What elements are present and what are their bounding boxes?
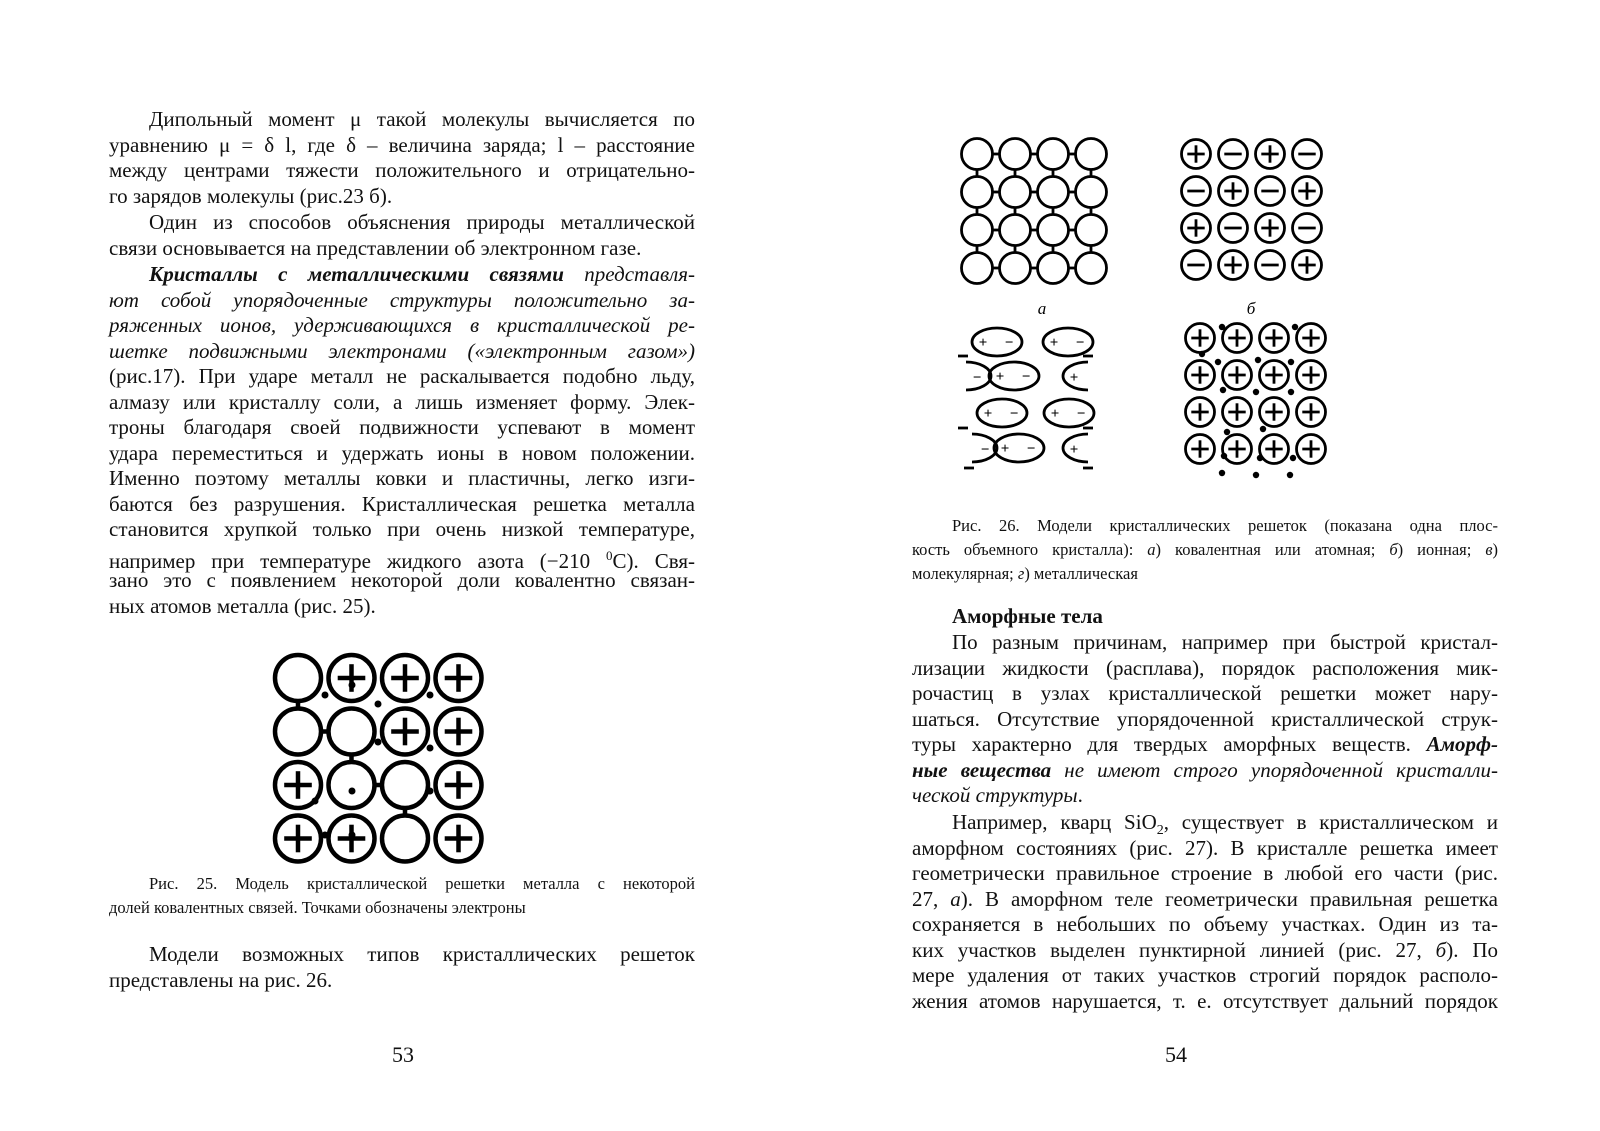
minus-sign: − <box>1004 335 1014 351</box>
text-line <box>912 887 1498 913</box>
electron-dot <box>1288 389 1294 395</box>
metal-ion <box>1297 361 1326 390</box>
text-span: ). В аморфном теле геометрически правильная решетка <box>960 886 1499 911</box>
text-span: ) ионная; <box>1397 540 1486 559</box>
text-line: шетке подвижными электронами («электронным газом») <box>109 338 695 363</box>
text-span: Например, кварц SiO <box>952 810 1157 834</box>
caption-line: Рис. 26. Модели кристаллических решеток (показана одна плос- <box>952 516 1498 535</box>
minus-sign: − <box>1009 406 1019 422</box>
text-line <box>109 262 695 288</box>
section-heading <box>912 604 1498 630</box>
electron-dot <box>1215 359 1221 365</box>
left-paragraph-2 <box>109 210 695 261</box>
atom <box>1076 139 1107 170</box>
atom-circle <box>329 709 375 755</box>
subscript: 2 <box>1156 823 1164 839</box>
cation <box>1256 214 1285 243</box>
text-span: туры характерно для твердых аморфных веществ. <box>912 732 1427 756</box>
metal-ion <box>1223 361 1252 390</box>
atom <box>1038 215 1069 246</box>
left-paragraph-4 <box>109 942 695 993</box>
atom <box>962 177 993 208</box>
atom-circle <box>962 215 993 246</box>
italic-letter: г <box>1017 564 1025 583</box>
electron-dot <box>1257 455 1263 461</box>
text-line <box>912 758 1498 784</box>
text-line: уравнению μ = δ l, где δ – величина заряда; l – расстояние <box>109 132 695 157</box>
neutral-atom <box>275 709 321 755</box>
electron-dot <box>1221 453 1227 459</box>
electron-dot <box>1260 426 1266 432</box>
cation <box>1293 177 1322 206</box>
minus-sign: − <box>972 370 982 386</box>
atom <box>1038 139 1069 170</box>
anion <box>1182 251 1211 280</box>
metal-ion <box>1260 324 1289 353</box>
atom-circle <box>1038 139 1069 170</box>
page-number: 54 <box>1165 1042 1187 1067</box>
text-line: жения атомов нарушается, т. е. отсутствует дальний порядок <box>912 988 1498 1013</box>
atom-circle <box>962 177 993 208</box>
electron-dot <box>322 832 329 839</box>
electron-dot <box>1287 472 1293 478</box>
italic-letter: в <box>1485 540 1493 559</box>
atom <box>1038 253 1069 284</box>
text-line: шаться. Отсутствие упорядоченной кристаллической струк- <box>912 706 1498 731</box>
electron-dot <box>1253 389 1259 395</box>
anion <box>1182 177 1211 206</box>
metal-ion <box>1186 324 1215 353</box>
text-line <box>912 810 1498 839</box>
metal-ion <box>329 816 375 862</box>
atom-circle <box>329 762 375 808</box>
electron-dot <box>1220 387 1226 393</box>
text-line: становится хрупкой только при очень низкой температуре, <box>109 517 695 541</box>
anion <box>1219 140 1248 169</box>
metal-ion <box>329 655 375 701</box>
atom <box>1000 253 1031 284</box>
text-line <box>912 783 1498 809</box>
superscript: 0 <box>606 547 613 563</box>
metal-ion <box>1223 324 1252 353</box>
italic-letter: а <box>1147 540 1156 559</box>
electron-dot <box>1199 351 1205 357</box>
atom-circle <box>1000 177 1031 208</box>
metal-ion <box>1260 435 1289 464</box>
cation <box>1182 214 1211 243</box>
text-span: молекулярная; <box>912 564 1018 583</box>
metal-ion <box>1297 435 1326 464</box>
text-line: представлены на рис. 26. <box>109 967 333 992</box>
atom-circle <box>1076 177 1107 208</box>
neutral-atom <box>329 709 375 755</box>
text-span: например при температуре жидкого азота (−210 <box>109 548 607 573</box>
text-span: ). По <box>1446 937 1498 962</box>
text-line: геометрически правильное строение в любой его части (рис. <box>912 861 1498 885</box>
right-paragraph-1 <box>912 630 1498 809</box>
atom-circle <box>1038 253 1069 284</box>
figure-26-caption <box>912 514 1498 586</box>
neutral-atom <box>382 816 428 862</box>
text-span: 27, <box>912 886 951 911</box>
plus-sign: + <box>995 369 1005 385</box>
electron-dot <box>375 701 382 708</box>
figure-26-lattice-models <box>960 130 1380 486</box>
text-span: . <box>1077 783 1083 807</box>
dipole-molecule <box>977 399 1027 427</box>
italic-letter: а <box>950 886 961 911</box>
figure-25-caption <box>109 872 695 920</box>
text-line: Модели возможных типов кристаллических решеток <box>149 942 695 966</box>
anion <box>1293 214 1322 243</box>
atom <box>1038 177 1069 208</box>
text-line: между центрами тяжести положительного и отрицательно- <box>109 158 695 182</box>
metal-ion <box>1223 398 1252 427</box>
atom <box>962 215 993 246</box>
atom <box>962 139 993 170</box>
italic-letter: б <box>1389 540 1398 559</box>
text-span: ) металлическая <box>1024 564 1138 583</box>
metal-ion <box>1260 398 1289 427</box>
text-line: удара переместиться и удержать ионы в новом положении. <box>109 440 695 465</box>
italic-letter: б <box>1435 937 1447 962</box>
neutral-atom <box>275 655 321 701</box>
metal-ion <box>1297 398 1326 427</box>
text-line: мере удаления от таких участков строгий порядок располо- <box>912 963 1498 987</box>
metal-ion <box>382 655 428 701</box>
atom <box>1076 253 1107 284</box>
text-line: Дипольный момент μ такой молекулы вычисляется по <box>149 107 695 131</box>
electron-dot <box>312 798 319 805</box>
plus-sign: + <box>1069 442 1079 458</box>
atom-circle <box>275 655 321 701</box>
minus-sign: − <box>1021 369 1031 385</box>
text-span: кость объемного кристалла): <box>912 540 1148 559</box>
atom-circle <box>382 762 428 808</box>
caption-line: долей ковалентных связей. Точками обозначены электроны <box>109 898 526 917</box>
plus-sign: + <box>1000 441 1010 457</box>
plus-sign: + <box>983 406 993 422</box>
electron-dot <box>1219 324 1225 330</box>
atom-circle <box>962 139 993 170</box>
text-line: ряженных ионов, удерживающихся в кристаллической ре- <box>109 313 695 337</box>
electron-dot <box>1255 357 1261 363</box>
atom <box>1000 177 1031 208</box>
cation <box>1293 251 1322 280</box>
caption-line <box>912 538 1498 562</box>
atom <box>1076 177 1107 208</box>
atom-circle <box>1000 253 1031 284</box>
dipole-molecule <box>1044 399 1094 427</box>
italic-text: представля- <box>584 262 695 286</box>
italic-text: ческой структуры <box>912 783 1078 807</box>
electron-dot <box>1290 455 1296 461</box>
atom-circle <box>1076 215 1107 246</box>
atom <box>1076 215 1107 246</box>
text-span: ) <box>1492 540 1499 559</box>
atom-circle <box>1076 253 1107 284</box>
anion <box>1293 140 1322 169</box>
metal-ion <box>275 816 321 862</box>
dipole-molecule <box>972 328 1022 356</box>
plus-sign: + <box>1049 335 1059 351</box>
metal-ion <box>436 655 482 701</box>
text-line: баются без разрушения. Кристаллическая решетка металла <box>109 491 695 516</box>
atom-circle <box>1076 139 1107 170</box>
electron-dot <box>1288 359 1294 365</box>
text-span: ких участков выделен пунктирной линией (рис. 27, <box>912 937 1436 962</box>
cation <box>1182 140 1211 169</box>
plus-sign: + <box>1069 370 1079 386</box>
electron-dot <box>375 739 382 746</box>
label-a: а <box>1037 299 1047 318</box>
atom-circle <box>962 253 993 284</box>
metal-ion <box>1186 398 1215 427</box>
metal-ion <box>1186 361 1215 390</box>
anion <box>1256 177 1285 206</box>
electron-dot <box>427 788 434 795</box>
atom <box>1000 215 1031 246</box>
electron-dot <box>349 832 356 839</box>
electron-dot <box>1219 470 1225 476</box>
text-line: По разным причинам, например при быстрой кристал- <box>952 630 1498 654</box>
dipole-molecule <box>994 434 1044 462</box>
electron-dot <box>322 692 329 699</box>
atom-circle <box>1038 177 1069 208</box>
minus-sign: − <box>1076 406 1086 422</box>
electron-dot <box>1224 429 1230 435</box>
text-line: сохраняется в небольших по объему участках. Один из та- <box>912 912 1498 936</box>
electron-dot <box>1292 324 1298 330</box>
text-line: троны благодаря своей подвижности успевают в момент <box>109 415 695 439</box>
heading-text: Аморфные тела <box>952 604 1103 628</box>
cation <box>1219 251 1248 280</box>
text-line: (рис.17). При ударе металл не раскалывается подобно льду, <box>109 364 695 388</box>
atom-circle <box>382 816 428 862</box>
text-line <box>912 732 1498 758</box>
atom <box>962 253 993 284</box>
metal-ion <box>1297 324 1326 353</box>
text-span: С). Свя- <box>612 548 695 573</box>
metal-ion <box>382 709 428 755</box>
metal-ion <box>436 816 482 862</box>
text-line <box>912 938 1498 964</box>
text-line: алмазу или кристаллу соли, а лишь изменяет форму. Элек- <box>109 389 695 414</box>
neutral-atom <box>382 762 428 808</box>
electron-dot <box>349 682 356 689</box>
cation <box>1219 177 1248 206</box>
text-span: , существует в кристаллическом и <box>1163 810 1498 834</box>
anion <box>1256 251 1285 280</box>
neutral-atom <box>329 762 375 808</box>
minus-sign: − <box>1026 441 1036 457</box>
bold-term: Аморф- <box>1426 732 1498 756</box>
page-number: 53 <box>392 1042 414 1067</box>
metal-ion <box>1223 435 1252 464</box>
metal-ion <box>436 762 482 808</box>
minus-sign: − <box>980 442 990 458</box>
metal-ion <box>1186 435 1215 464</box>
plus-sign: + <box>978 335 988 351</box>
caption-line: Рис. 25. Модель кристаллической решетки металла с некоторой <box>149 874 695 893</box>
left-paragraph-1 <box>109 107 695 209</box>
text-line: ют собой упорядоченные структуры положительно за- <box>109 287 695 312</box>
electron-dot <box>427 745 434 752</box>
metal-ion <box>436 709 482 755</box>
anion <box>1219 214 1248 243</box>
right-page <box>800 0 1600 1131</box>
bold-term: Кристаллы с металлическими связями <box>149 262 564 286</box>
plus-sign: + <box>1050 406 1060 422</box>
atom-circle <box>275 709 321 755</box>
text-line: Именно поэтому металлы ковки и пластичны, легко изги- <box>109 466 695 490</box>
text-line: Один из способов объяснения природы металлической <box>149 210 695 234</box>
atom-circle <box>1000 215 1031 246</box>
text-line <box>109 543 695 573</box>
text-line: рочастиц в узлах кристаллической решетки может нару- <box>912 681 1498 705</box>
text-line: ных атомов металла (рис. 25). <box>109 593 376 618</box>
minus-sign: − <box>1075 335 1085 351</box>
atom-circle <box>1000 139 1031 170</box>
text-line: лизации жидкости (расплава), порядок расположения мик- <box>912 655 1498 680</box>
right-paragraph-2 <box>912 810 1498 1014</box>
bold-term: ные вещества <box>912 757 1052 782</box>
dipole-molecule <box>1043 328 1093 356</box>
electron-dot <box>427 692 434 699</box>
atom <box>1000 139 1031 170</box>
electron-dot <box>349 788 356 795</box>
metal-ion <box>1260 361 1289 390</box>
figure-25-metal-lattice <box>270 658 500 868</box>
dipole-molecule <box>989 362 1039 390</box>
label-b: б <box>1246 299 1256 318</box>
caption-line <box>912 562 1498 586</box>
text-line: аморфном состояниях (рис. 27). В кристалле решетка имеет <box>912 835 1498 860</box>
atom-circle <box>1038 215 1069 246</box>
italic-text: не имеют строго упорядоченной кристалли- <box>1051 757 1499 782</box>
cation <box>1256 140 1285 169</box>
text-line: зано это с появлением некоторой доли ковалентно связан- <box>109 568 695 592</box>
text-line: связи основывается на представлении об электронном газе. <box>109 235 642 260</box>
text-span: ) ковалентная или атомная; <box>1155 540 1390 559</box>
electron-dot <box>1253 472 1259 478</box>
left-paragraph-3 <box>109 262 695 619</box>
text-line: го зарядов молекулы (рис.23 б). <box>109 183 393 208</box>
